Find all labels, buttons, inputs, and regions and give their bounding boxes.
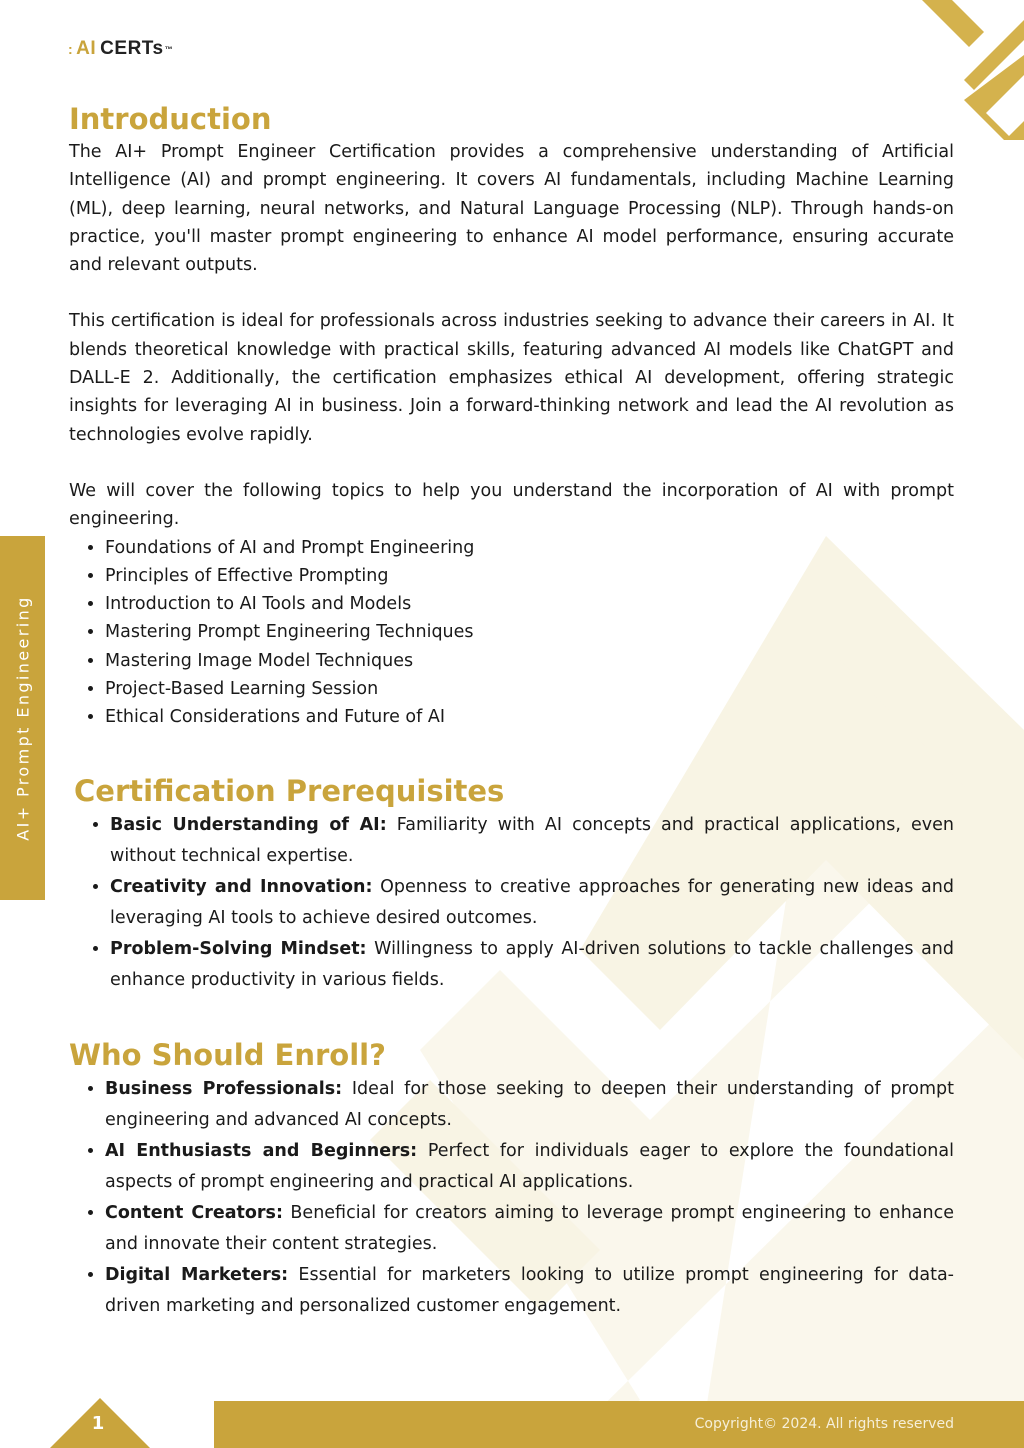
prerequisite-item <box>110 872 954 934</box>
enroll-desc: Beneficial for creators aiming to leverage prompt engineering to enhance and innovate their content strategies. <box>105 1202 954 1254</box>
topic-item: • Mastering Image Model Techniques <box>105 647 954 675</box>
side-tab <box>0 536 45 900</box>
enroll-item <box>105 1074 954 1136</box>
topic-item: • Foundations of AI and Prompt Engineering <box>105 534 954 562</box>
enroll-desc: Ideal for those seeking to deepen their understanding of prompt engineering and advanced AI concepts. <box>105 1078 954 1130</box>
prerequisite-item <box>110 810 954 872</box>
logo-ai-text: AI <box>76 38 97 59</box>
enroll-term: AI Enthusiasts and Beginners: <box>105 1140 418 1161</box>
aicerts-logo <box>68 38 173 60</box>
enroll-item <box>105 1260 954 1322</box>
prerequisites-heading: Certification Prerequisites <box>74 773 505 808</box>
logo-trademark: ™ <box>164 44 174 54</box>
prerequisite-term: Creativity and Innovation: <box>110 876 373 897</box>
enroll-term: Digital Marketers: <box>105 1264 289 1285</box>
topics-list <box>69 534 954 732</box>
prerequisite-item <box>110 934 954 996</box>
enroll-list <box>69 1074 954 1322</box>
page-number: 1 <box>91 1413 105 1434</box>
main-content <box>69 100 954 1322</box>
enroll-desc: Perfect for individuals eager to explore the foundational aspects of prompt engineering and practical AI applications. <box>105 1140 954 1192</box>
enroll-heading: Who Should Enroll? <box>69 1037 386 1072</box>
enroll-section <box>69 1036 954 1322</box>
topic-item: • Principles of Effective Prompting <box>105 562 954 590</box>
enroll-term: Business Professionals: <box>105 1078 343 1099</box>
topic-item: • Ethical Considerations and Future of AI <box>105 703 954 731</box>
enroll-desc: Essential for marketers looking to utilize prompt engineering for data-driven marketing and personalized customer engagement. <box>105 1264 954 1316</box>
intro-paragraph: The AI+ Prompt Engineer Certification provides a comprehensive understanding of Artificial Intelligence (AI) and prompt engineering. It covers AI fundamentals, including Machine Learning (ML), deep learning, neural networks, and Natural Language Processing (NLP). Through hands-on practice, you'll master prompt engineering to enhance AI model performance, ensuring accurate and relevant outputs. <box>69 142 954 276</box>
prerequisites-list <box>74 810 954 996</box>
prerequisite-desc: Willingness to apply AI-driven solutions to tackle challenges and enhance productivity in various fields. <box>110 938 954 990</box>
intro-paragraph: We will cover the following topics to help you understand the incorporation of AI with prompt engineering. <box>69 480 954 530</box>
enroll-term: Content Creators: <box>105 1202 283 1223</box>
prerequisites-section <box>69 772 954 996</box>
enroll-item <box>105 1198 954 1260</box>
copyright-text: Copyright© 2024. All rights reserved <box>694 1416 954 1432</box>
footer-bar <box>214 1401 1024 1448</box>
logo-mark-icon: : <box>68 41 74 57</box>
side-tab-label: AI+ Prompt Engineering <box>13 595 32 841</box>
prerequisite-term: Problem-Solving Mindset: <box>110 938 367 959</box>
intro-paragraph: This certification is ideal for professionals across industries seeking to advance their careers in AI. It blends theoretical knowledge with practical skills, featuring advanced AI models like ChatGPT and DALL-E 2. Additionally, the certification emphasizes ethical AI development, offering strategic insights for leveraging AI in business. Join a forward-thinking network and lead the AI revolution as technologies evolve rapidly. <box>69 311 954 445</box>
prerequisite-desc: Familiarity with AI concepts and practical applications, even without technical expertise. <box>110 814 954 866</box>
prerequisite-term: Basic Understanding of AI: <box>110 814 387 835</box>
logo-certs-text: CERTs <box>100 38 164 59</box>
topic-item: • Introduction to AI Tools and Models <box>105 590 954 618</box>
prerequisite-desc: Openness to creative approaches for generating new ideas and leveraging AI tools to achieve desired outcomes. <box>110 876 954 928</box>
topic-item: • Mastering Prompt Engineering Techniques <box>105 618 954 646</box>
topic-item: • Project-Based Learning Session <box>105 675 954 703</box>
enroll-item <box>105 1136 954 1198</box>
introduction-heading: Introduction <box>69 102 272 136</box>
